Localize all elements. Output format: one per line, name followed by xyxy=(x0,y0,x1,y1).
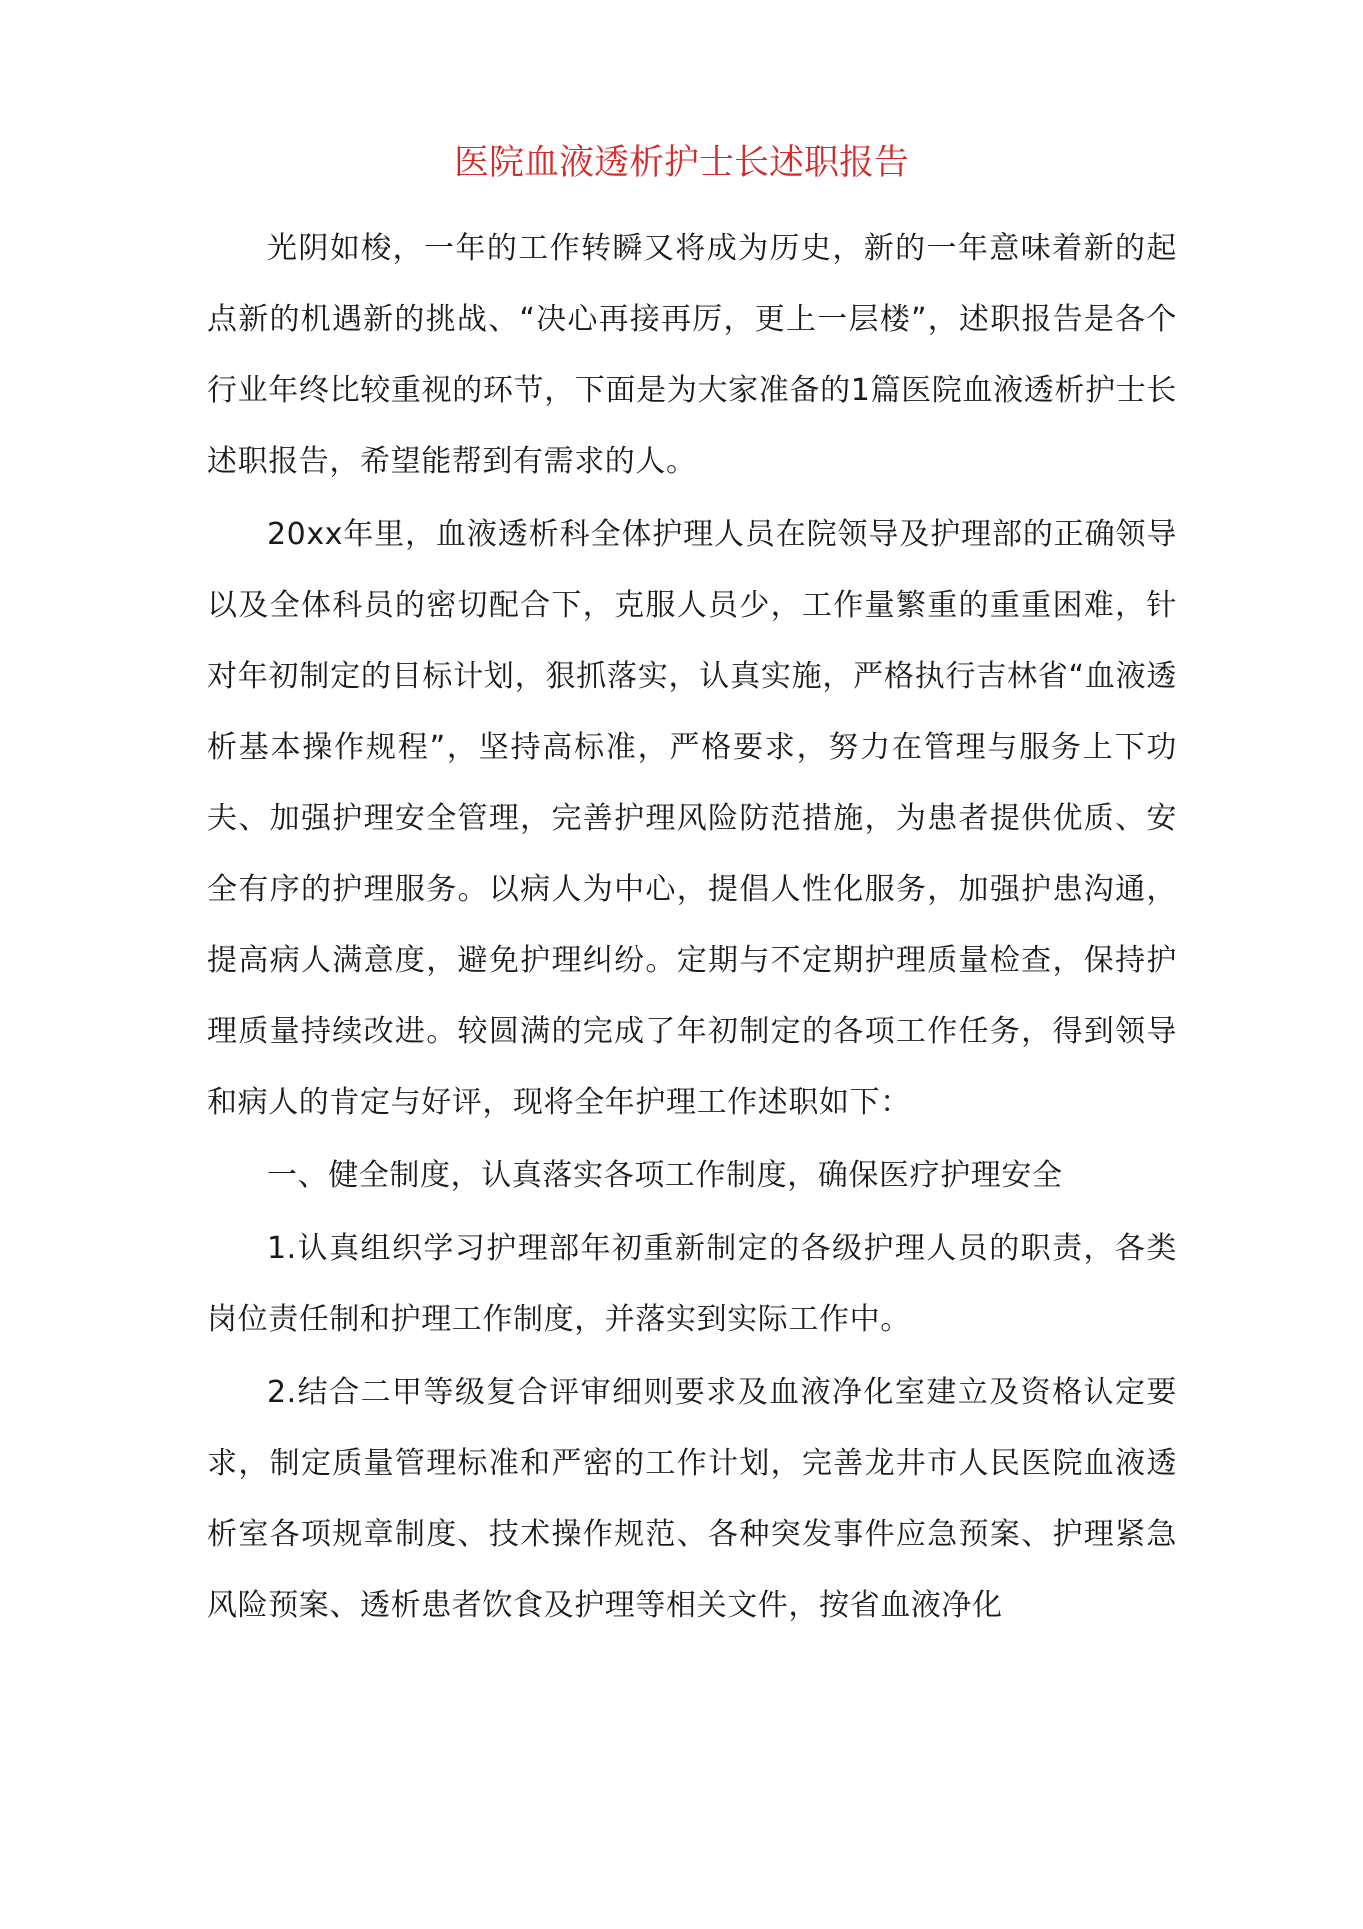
paragraph-intro: 光阴如梭，一年的工作转瞬又将成为历史，新的一年意味着新的起点新的机遇新的挑战、“决心再接再厉，更上一层楼”，述职报告是各个行业年终比较重视的环节，下面是为大家准备的1篇医院血液透析护士长述职报告，希望能帮到有需求的人。 xyxy=(207,231,1177,479)
section-heading-1: 一、健全制度，认真落实各项工作制度，确保医疗护理安全 xyxy=(267,1158,1063,1193)
document-title: 医院血液透析护士长述职报告 xyxy=(453,143,909,183)
paragraph-item-1: 1.认真组织学习护理部年初重新制定的各级护理人员的职责，各类岗位责任制和护理工作制度，并落实到实际工作中。 xyxy=(207,1231,1177,1337)
document-body xyxy=(207,213,1177,1643)
paragraph-summary: 20xx年里，血液透析科全体护理人员在院领导及护理部的正确领导以及全体科员的密切配合下，克服人员少，工作量繁重的重重困难，针对年初制定的目标计划，狠抓落实，认真实施，严格执行吉林省“血液透析基本操作规程”，坚持高标准，严格要求，努力在管理与服务上下功夫、加强护理安全管理，完善护理风险防范措施，为患者提供优质、安全有序的护理服务。以病人为中心，提倡人性化服务，加强护患沟通，提高病人满意度，避免护理纠纷。定期与不定期护理质量检查，保持护理质量持续改进。较圆满的完成了年初制定的各项工作任务，得到领导和病人的肯定与好评，现将全年护理工作述职如下： xyxy=(207,517,1177,1120)
paragraph-item-2: 2.结合二甲等级复合评审细则要求及血液净化室建立及资格认定要求，制定质量管理标准和严密的工作计划，完善龙井市人民医院血液透析室各项规章制度、技术操作规范、各种突发事件应急预案、护理紧急风险预案、透析患者饮食及护理等相关文件，按省血液净化 xyxy=(207,1375,1177,1623)
